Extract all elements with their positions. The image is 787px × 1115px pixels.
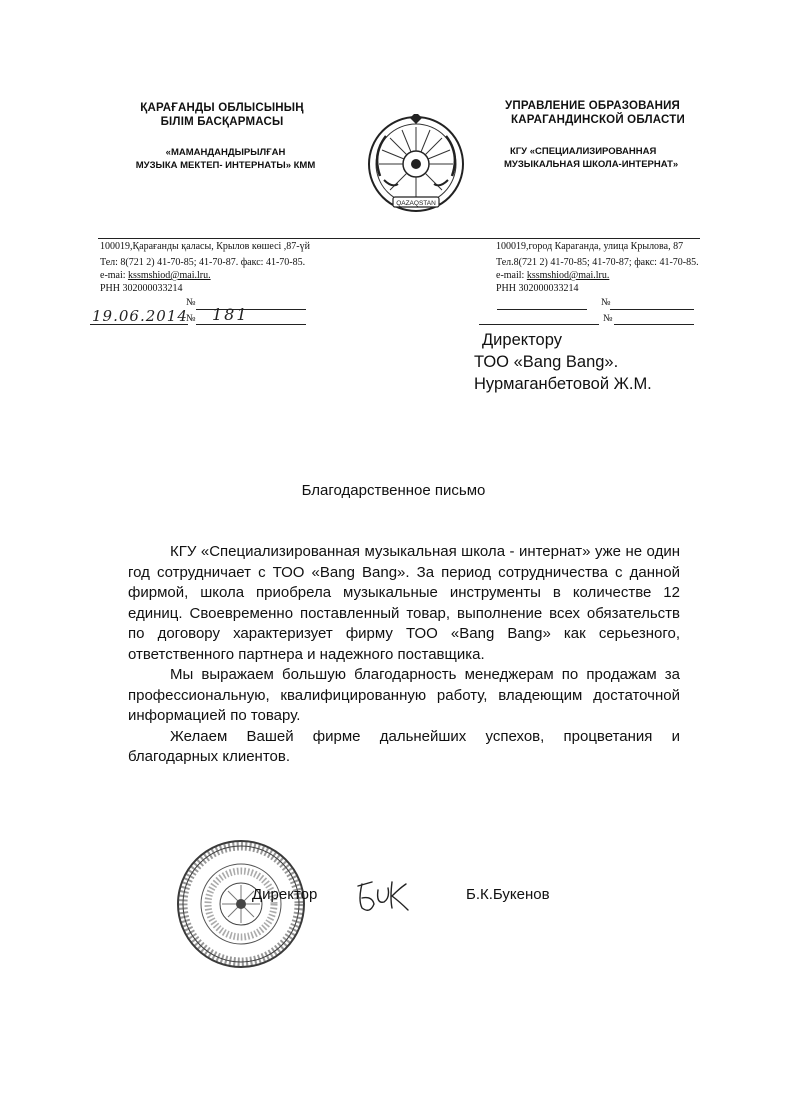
letter-body [128,542,680,768]
left-org-title [122,101,322,129]
left-org-line1: ҚАРАҒАНДЫ ОБЛЫСЫНЫҢ [140,102,304,114]
left-date: 19.06.2014 [92,307,188,325]
right-email: kssmshiod@mai.lru. [526,270,610,281]
left-phone: Тел: 8(721 2) 41-70-85; 41-70-87. факс: 41-70-85. [100,257,306,268]
right-email-line [496,269,700,282]
right-number-label-1: № [601,297,611,308]
addressee-line1: Директору [482,331,562,349]
emblem-caption: QAZAQSTAN [396,200,436,207]
state-emblem [366,114,466,216]
left-school-line2: МУЗЫКА МЕКТЕП- ИНТЕРНАТЫ» КММ [135,160,316,171]
left-address: 100019,Қарағанды қаласы, Крылов көшесі ,87-үй [100,241,310,252]
right-number-label-2: № [603,313,613,324]
right-school-line1: КГУ «СПЕЦИАЛИЗИРОВАННАЯ [510,146,657,157]
left-date-underline [90,324,188,325]
right-address: 100019,город Караганда, улица Крылова, 87 [496,241,684,252]
left-rnn: РНН 302000033214 [100,283,183,294]
stamp-icon [175,838,307,970]
header-divider [98,238,700,239]
left-email-prefix: e-mai: [100,270,129,281]
right-phone: Тел.8(721 2) 41-70-85; 41-70-87; факс: 41-70-85. [496,257,699,268]
letter-title: Благодарственное письмо [301,482,486,499]
left-outgoing-number: 181 [212,305,249,324]
right-number-underline-2 [614,324,694,325]
right-date-underline-2 [479,324,599,325]
signature-icon [354,878,414,920]
addressee-line3: Нурмаганбетовой Ж.М. [474,375,652,393]
signatory-name: Б.К.Букенов [466,886,550,903]
left-outgoing-number-label: № [186,313,196,324]
round-stamp [175,838,307,970]
left-email: kssmshiod@mai.lru. [128,270,211,281]
emblem-icon [366,114,466,216]
left-number-label: № [186,297,196,308]
right-email-prefix: e-mail: [496,270,527,281]
right-rnn: РНН 302000033214 [496,283,579,294]
handwritten-signature [354,878,414,920]
left-outgoing-underline [196,324,306,325]
left-email-line [100,269,310,282]
left-school-line1: «МАМАНДАНДЫРЫЛҒАН [165,147,286,158]
left-org-line2: БІЛІМ БАСҚАРМАСЫ [160,116,284,128]
addressee-line2: ТОО «Bang Bang». [474,353,619,371]
signatory-position: Директор [252,886,318,903]
body-paragraph-1: КГУ «Специализированная музыкальная школа - интернат» уже не один год сотрудничает с ТОО «Bang Bang». За период сотрудничества с данной фирмой, школа приобрела музыкальные инструменты в количестве 12 единиц. Своевременно поставленный товар, выполнение всех обязательств по договору характеризует фирму ТОО «Bang Bang» как серьезного, ответственного партнера и надежного поставщика. [128,543,680,663]
left-contacts [100,240,310,295]
right-org-line2: КАРАГАНДИНСКОЙ ОБЛАСТИ [511,114,685,126]
right-school-title [504,145,700,171]
right-org-title [505,99,700,127]
right-school-line2: МУЗЫКАЛЬНАЯ ШКОЛА-ИНТЕРНАТ» [504,159,679,170]
body-paragraph-2: Мы выражаем большую благодарность менеджерам по продажам за профессиональную, квалифицированную работу, владеющим достаточной информацией по товару. [128,666,680,724]
right-org-line1: УПРАВЛЕНИЕ ОБРАЗОВАНИЯ [505,100,681,112]
right-contacts [496,240,700,295]
left-school-title [108,146,343,172]
body-paragraph-3: Желаем Вашей фирме дальнейших успехов, процветания и благодарных клиентов. [128,727,680,765]
right-date-underline-1 [497,309,587,310]
right-number-underline-1 [610,309,694,310]
